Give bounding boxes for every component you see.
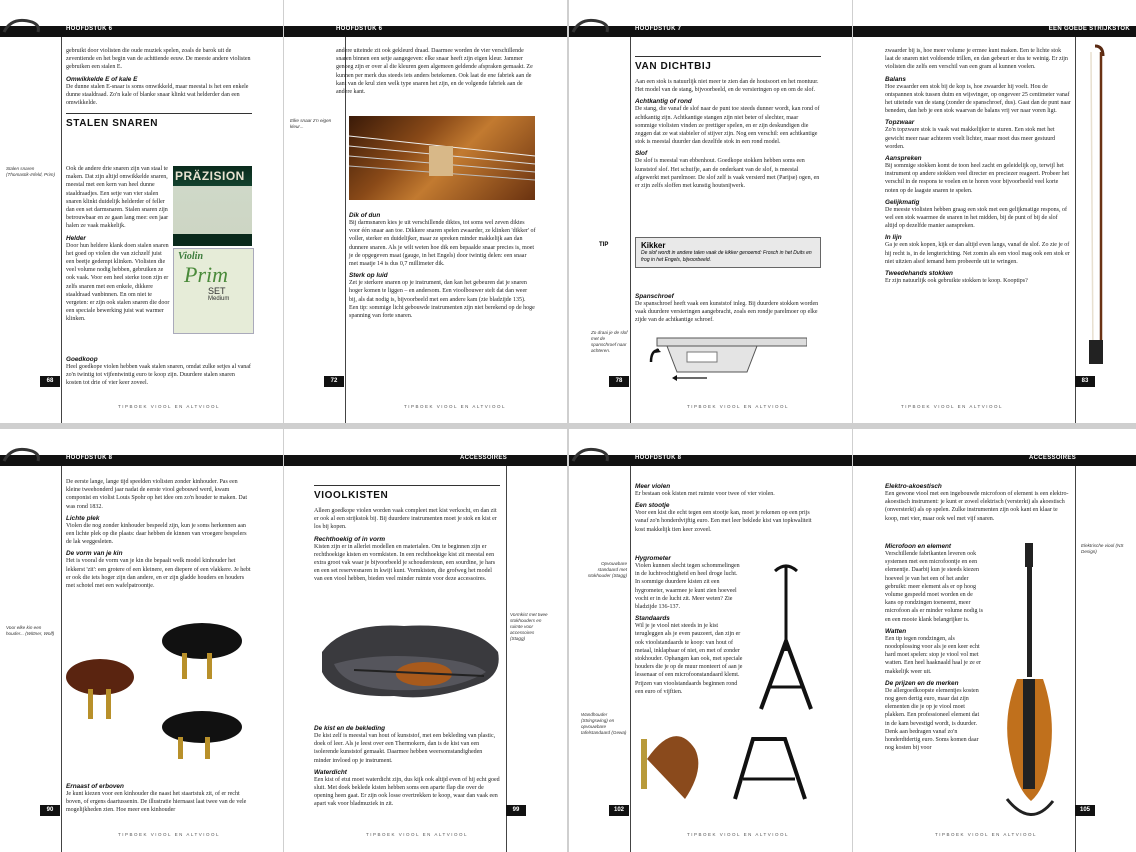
subheading: Hygrometer bbox=[635, 555, 671, 562]
page-105 bbox=[853, 429, 1136, 852]
subheading: Watten bbox=[885, 627, 907, 635]
paragraph: Violen kunnen slecht tegen schommelingen in de luchtvochtigheid en heel droge lucht. In sommige duurdere kisten zit een hygrometer, waarmee je kunt zien hoeveel vocht er in de lucht zit. Meer weten? Zie bladzijde 136-137. bbox=[635, 563, 740, 611]
paragraph: Violen die nog zonder kinhouder bespeeld zijn, kun je soms herkennen aan een lichte plek op die plaats: daar hebben de kinnen van vroegere bespelers de lak weggesleten. bbox=[66, 522, 247, 546]
header-bar bbox=[0, 455, 283, 466]
image-caption: Stalen snaren (Thomastik-Infeld, Prim) bbox=[6, 166, 56, 177]
paragraph: Je kunt kiezen voor een kinhouder die naast het staartstuk zit, of er recht boven, of ergens daartussenin. De illustratie hiernaast laat twee van de vele mogelijkheden zien. Hoe meer een kinhouder bbox=[66, 791, 247, 814]
paragraph: gebruikt door violisten die oude muziek spelen, zoals de barok uit de zeventiende en het begin van de achttiende eeuw. De meeste andere violisten gebruiken een stalen E. bbox=[66, 48, 251, 71]
subheading: Dik of dun bbox=[349, 212, 381, 219]
paragraph: zwaarder bij is, hoe meer volume je ermee kunt maken. Een te lichte stok laat de snaren niet voldoende trillen, en dan gebeurt er dus te weinig. Er zijn violisten die zelfs een verschil van een gram al kunnen voelen. bbox=[885, 48, 1068, 71]
subheading: De prijzen en de merken bbox=[885, 679, 959, 687]
page-number: 72 bbox=[324, 376, 344, 387]
running-footer: TIPBOEK VIOOL EN ALTVIOOL bbox=[935, 832, 1038, 837]
page-99 bbox=[284, 429, 567, 852]
chapter-header: EEN GOEDE STRIJKSTOK bbox=[1048, 26, 1130, 32]
chapter-header: HOOFDSTUK 7 bbox=[635, 26, 682, 32]
package-brand: Prim bbox=[184, 262, 228, 287]
paragraph: Er bestaan ook kisten met ruimte voor twee of vier violen. bbox=[635, 491, 775, 497]
page-number: 99 bbox=[506, 805, 526, 816]
folding-stand-photo bbox=[751, 561, 821, 711]
section-title: VAN DICHTBIJ bbox=[635, 56, 821, 72]
bow-frog-illustration bbox=[647, 332, 807, 382]
margin-rule bbox=[506, 466, 507, 852]
string-package-prim bbox=[173, 248, 254, 334]
subheading: De kist en de bekleding bbox=[314, 725, 386, 732]
wall-hanger-and-tabletop-stand-photo bbox=[635, 709, 821, 809]
image-caption: Vormkist met twee stokhouders en ruimte voor accessoires (Stagg) bbox=[510, 612, 548, 641]
subheading: Ernaast of erboven bbox=[66, 783, 124, 790]
image-caption: Elektrische viool (NS Design) bbox=[1081, 543, 1124, 554]
subheading: Spanschroef bbox=[635, 293, 674, 300]
violin-case-photo bbox=[314, 612, 502, 718]
image-caption: Voor elke kin een houder... (Wittner, Wolf) bbox=[6, 625, 55, 636]
subheading: Standaards bbox=[635, 615, 670, 623]
paragraph: Bij sommige stokken komt de toon heel zacht en geleidelijk op, terwijl het instrument op andere stokken veel directer en preciezer reageert. Probeer het verschil in de respons te voelen en te horen voor bijvoorbeeld veel korte noten op de laagste snaren te spelen. bbox=[885, 163, 1070, 194]
paragraph: Ook de andere drie snaren zijn van staal te maken. Dat zijn altijd omwikkelde snaren, meestal met een kern van heel dunne staaldraadjes. Een setje van vier stalen snaren klinkt duidelijk helderder of feller dan een set darmsnaren. Stalen snaren zijn betrouwbaar en ze gaan lang mee: een jaar halen ze vaak makkelijk. bbox=[66, 166, 169, 230]
package-line: Violin bbox=[178, 251, 204, 262]
subheading: Waterdicht bbox=[314, 768, 347, 776]
subheading: Balans bbox=[885, 75, 906, 83]
subheading: In lijn bbox=[885, 234, 902, 242]
header-bar bbox=[0, 26, 283, 37]
paragraph: Een tip tegen rondzingen, als noodoplossing voor als je een keer echt hard moet spelen: stop je viool vol met watten. Een heel haaknaald haal je ze er makkelijk weer uit. bbox=[885, 635, 981, 675]
paragraph: Zo'n topzware stok is vaak wat makkelijker te sturen. Een stok met het gewicht meer naar achteren voelt lichter, maar moet dus meer gestuurd worden. bbox=[885, 127, 1056, 150]
page-78 bbox=[569, 0, 852, 423]
paragraph: Heel goedkope violen hebben vaak stalen snaren, omdat zulke setjes al vanaf zo'n twintig tot vijfentwintig euro te koop zijn. Duurdere stalen snaren kosten tot drie of vier keer zoveel. bbox=[66, 364, 251, 387]
header-bar bbox=[569, 455, 852, 466]
tip-text: De slof wordt in andere talen vaak de kikker genoemd: Frosch in het Duits en frog in het Engels, bijvoorbeeld. bbox=[641, 250, 812, 263]
running-footer: TIPBOEK VIOOL EN ALTVIOOL bbox=[118, 404, 221, 409]
package-brand: PRÄZISION bbox=[175, 169, 245, 183]
margin-rule bbox=[1075, 466, 1076, 852]
subheading: Omwikkelde E of kale E bbox=[66, 75, 138, 83]
violin-scroll-icon bbox=[2, 441, 42, 465]
page-number: 105 bbox=[1075, 805, 1095, 816]
subheading: Microfoon en element bbox=[885, 543, 952, 550]
chinrest-photos bbox=[62, 619, 252, 769]
tip-label: TIP bbox=[599, 242, 609, 248]
paragraph: Een kist of etui moet waterdicht zijn, dus kijk ook altijd even of hij echt goed sluit. Met doek beklede kisten hebben soms een aparte flap die over de opening heen gaat. Er zijn ook losse overtrekken te koop, waar dan vaak een apart vak voor bladmuziek in zit. bbox=[314, 776, 500, 808]
margin-rule bbox=[61, 37, 62, 423]
page-90 bbox=[0, 429, 283, 852]
package-set: SET bbox=[208, 286, 226, 296]
string-package-prazision bbox=[173, 166, 252, 246]
subheading: Lichte plek bbox=[66, 514, 100, 522]
subheading: De vorm van je kin bbox=[66, 550, 123, 558]
running-footer: TIPBOEK VIOOL EN ALTVIOOL bbox=[687, 832, 790, 837]
margin-rule bbox=[630, 466, 631, 852]
page-number: 78 bbox=[609, 376, 629, 387]
paragraph: Door hun heldere klank doen stalen snaren het goed op violen die van zichzelf juist een beetje gedempt klinken. Violisten die veel volume nodig hebben, gebruiken ze ook vaak. Voor een heel sterke toon zijn er zelfs snaren met een enkele, dikkere staaldraad vanbinnen. En om niet te vergeten: er zijn ook stalen snaren die door een speciale bewerking juist wat warmer klinken. bbox=[66, 242, 170, 323]
paragraph: De eerste lange, lange tijd speelden violisten zonder kinhouder. Pas een kleine tweehonderd jaar nadat de eerste viool gebouwd werd, kwam componist en violist Louis Spohr op het idee om zo'n houder te maken. Dat was rond 1832. bbox=[66, 479, 248, 510]
page-number: 83 bbox=[1075, 376, 1095, 387]
chapter-header: HOOFDSTUK 8 bbox=[635, 455, 682, 461]
paragraph: Aan een stok is natuurlijk niet meer te zien dan de houtsoort en het montuur. Het model van de stang, bijvoorbeeld, en de versieringen op en om de slof. bbox=[635, 79, 819, 94]
subheading: Slof bbox=[635, 150, 648, 158]
subheading: Aanspreken bbox=[885, 155, 922, 163]
tip-title: Kikker bbox=[641, 241, 666, 250]
image-caption: Zo draai je de slof met de spanschroef naar achteren. bbox=[591, 330, 628, 353]
running-footer: TIPBOEK VIOOL EN ALTVIOOL bbox=[687, 404, 790, 409]
running-footer: TIPBOEK VIOOL EN ALTVIOOL bbox=[901, 404, 1004, 409]
paragraph: De allergoedkoopste elementjes kosten nog geen dertig euro, maar dat zijn elementen die je op je viool moet plakken. Een professioneel element dat in de kam bevestigd wordt, is duurder. Denk aan bedragen vanaf zo'n honderdtdertig euro. Soms komen daar nog kosten bij voor bbox=[885, 687, 980, 752]
chapter-header: HOOFDSTUK 6 bbox=[336, 26, 383, 32]
header-bar bbox=[853, 455, 1136, 466]
electric-violin-photo bbox=[987, 539, 1073, 829]
subheading: Een stootje bbox=[635, 502, 670, 510]
paragraph: Een gewone viool met een ingebouwde microfoon of element is een elektro-akoestisch instrument: je kunt er zowel elektrisch (versterkt) als akoestisch (onversterkt) als op spelen. Zulke instrumenten zijn ook kant en klaar te koop, met vier, maar ook wel met vijf snaren. bbox=[885, 491, 1069, 522]
image-caption: Wandhouder (Stringswing) en opvouwbare tafelstandaard (Gewa) bbox=[581, 712, 627, 735]
violin-scroll-icon bbox=[571, 441, 611, 465]
paragraph: Alleen goedkope violen worden vaak compleet met kist verkocht, en dan zit er ook al een strijkstok bij. Bij duurdere instrumenten moet je stok en kist er los bij kopen. bbox=[314, 508, 497, 531]
subheading: Gelijkmatig bbox=[885, 198, 920, 206]
subheading: Tweedehands stokken bbox=[885, 270, 953, 278]
bow-photo bbox=[1077, 40, 1117, 380]
chapter-header: ACCESSOIRES bbox=[460, 455, 507, 461]
page-68 bbox=[0, 0, 283, 423]
subheading: Topzwaar bbox=[885, 119, 915, 127]
paragraph: De meeste violisten hebben graag een stok met een gelijkmatige respons, of wel een stok waarmee de snaren in het midden, bij de punt of bij de slof altijd op dezelfde manier aanspreken. bbox=[885, 206, 1067, 230]
image-caption: Opvouwbare standaard met stokhouder (Stagg) bbox=[587, 561, 627, 578]
subheading: Meer violen bbox=[635, 483, 671, 490]
running-footer: TIPBOEK VIOOL EN ALTVIOOL bbox=[118, 832, 221, 837]
paragraph: Ga je een stok kopen, kijk er dan altijd even langs, vanaf de slof. Zo zie je of hij recht is, in de lengterichting. Net zomin als een viool mag ook een stok er niet uitzien alsof iemand hem probeerde uit te wringen. bbox=[885, 242, 1070, 265]
page-102 bbox=[569, 429, 852, 852]
running-footer: TIPBOEK VIOOL EN ALTVIOOL bbox=[366, 832, 469, 837]
violin-strings-photo bbox=[349, 116, 535, 200]
subheading: Achtkantig of rond bbox=[635, 98, 692, 106]
paragraph: Verschillende fabrikanten leveren ook systemen met een microfoontje en een elementje. Daarbij kun je steeds kiezen hoeveel je van het een of het ander gebruikt: meer element als er op hoog volume gespeeld moet worden en de kans op rondzingen toeneemt, meer microfoon als er minder volume nodig is en een mooie klank belangrijker is. bbox=[885, 551, 983, 623]
margin-rule bbox=[630, 37, 631, 423]
paragraph: Hoe zwaarder een stok bij de kop is, hoe zwaarder hij voelt. Hou de ontspannen stok tussen duim en wijsvinger, op ongeveer 25 centimeter vanaf het uiteinde van de stang (zonder de spanschroef, dus). Gaat dan de punt naar beneden, dan heb je een stok waarvan de balans vrij ver naar voren ligt. bbox=[885, 83, 1071, 115]
subheading: Helder bbox=[66, 234, 86, 242]
image-caption: Elke snaar z'n eigen kleur... bbox=[290, 118, 332, 129]
paragraph: andere uiteinde zit ook gekleurd draad. Daarmee worden de vier verschillende snaren binnen een setje aangegeven: elke snaar heeft zijn eigen kleur. Jammer genoeg zijn er over al die kleuren geen algemeen geldende afspraken gemaakt. Ze kunnen per merk dus steeds iets anders betekenen. Ook laat de ene fabriek aan de kant van de krul zien welk type snaren het zijn, en de volgende fabriek aan de andere kant. bbox=[336, 48, 533, 96]
chapter-header: HOOFDSTUK 8 bbox=[66, 455, 113, 461]
header-bar bbox=[569, 26, 852, 37]
section-title: STALEN SNAREN bbox=[66, 113, 252, 129]
paragraph: Kisten zijn er in allerlei modellen en materialen. Om te beginnen zijn er rechthoekige kisten en vormkisten. In een rechthoekige kist zit meestal een extra groot vak waar je bijvoorbeeld je schoudersteun, een sourdine, je hars en een set reservesnaren in kwijt kunt. Vormkisten, die grofweg het model van een viool hebben, bieden veel minder ruimte voor deze accessoires. bbox=[314, 543, 496, 583]
subheading: Rechthoekig of in vorm bbox=[314, 535, 386, 543]
violin-scroll-icon bbox=[2, 12, 42, 36]
paragraph: Zet je sterkere snaren op je instrument, dan kan het gebeuren dat je snaren hoger komen te liggen – en andersom. Een vioolbouwer stelt dat dan weer bij, als dat nodig is, bijvoorbeeld met een andere kam (zie bladzijde 135). Een tip: sommige licht gebouwde instrumenten zijn niet berekend op de hoge spanning van forte snaren. bbox=[349, 280, 535, 320]
paragraph: De slof is meestal van ebbenhout. Goedkope stokken hebben soms een kunststof slof. Het schuifje, aan de onderkant van de slof, is meestal afgewerkt met parelmoer. De slof zelf is vaak versierd met (Parijse) ogen, en er zijn zelfs sloffen met kunstig houtsnijwerk. bbox=[635, 158, 820, 190]
subheading: Goedkoop bbox=[66, 356, 98, 363]
paragraph: Wil je je viool niet steeds in je kist terugleggen als je even pauzeert, dan zijn er ook vioolstandaards te koop: van hout of metaal, inklapbaar of niet, en met of zonder stokhouder. Ophangen kan ook, met speciale houders die je op de muur monteert of aan je lessenaar of een microfoonstandaard klemt. Prijzen van vioolstandaards beginnen rond een euro of vijftien. bbox=[635, 623, 743, 695]
margin-rule bbox=[1075, 37, 1076, 423]
subheading: Elektro-akoestisch bbox=[885, 483, 942, 490]
violin-scroll-icon bbox=[571, 12, 611, 36]
paragraph: De dunne stalen E-snaar is soms omwikkeld, maar meestal is het een enkele dunne staaldraad. Zo'n kale of blanke snaar klinkt wat helderder dan een omwikkelde. bbox=[66, 83, 249, 107]
paragraph: De spanschroef heeft vaak een kunststof inleg. Bij duurdere stokken worden vaak duurdere versieringen aangebracht, zoals een rondje parelmoer op elke zijde van de achtkantige schroef. bbox=[635, 301, 819, 324]
page-83 bbox=[853, 0, 1136, 423]
header-bar bbox=[284, 455, 567, 466]
subheading: Sterk op luid bbox=[349, 272, 388, 280]
paragraph: Er zijn natuurlijk ook gebruikte stokken te koop. Kooptips? bbox=[885, 278, 1028, 285]
page-number: 90 bbox=[40, 805, 60, 816]
paragraph: De kist zelf is meestal van hout of kunststof, met een bekleding van plastic, doek of leer. Als je leest over een Thermokern, dan is de kist van een isolerende kunststof gemaakt. Daarmee hebben weersomstandigheden minder invloed op je instrument. bbox=[314, 733, 496, 764]
section-title: VIOOLKISTEN bbox=[314, 485, 500, 501]
paragraph: Bij darmsnaren kies je uit verschillende diktes, tot soms wel zeven diktes voor één snaar aan toe. Dikkere snaren spelen zwaarder, ze klinken 'dikker' of voller, sterker en duidelijker, maar ze spreken minder makkelijk aan dan dunnere snaren. Als je wilt weten hoe dik een bepaalde snaar precies is, moet je de opgegeven maat (gauge, in het Engels) door twintig delen: een snaar met maatje 14 is dus 0,7 millimeter dik. bbox=[349, 220, 536, 268]
tip-box bbox=[635, 237, 821, 268]
page-72 bbox=[284, 0, 567, 423]
page-number: 68 bbox=[40, 376, 60, 387]
page-number: 102 bbox=[609, 805, 629, 816]
paragraph: Het is vooral de vorm van je kin die bepaalt welk model kinhouder het lekkerst 'zit': een grotere of een kleinere, een diepere of een vlakkere. Je hebt er ook die iets hoger zijn dan andere, en er zijn gladde houders en houders met schotel met een wafelpatroontje. bbox=[66, 558, 251, 590]
paragraph: De stang, die vanaf de slof naar de punt toe steeds dunner wordt, kan rond of achtkantig zijn. Achtkantige stangen zijn niet beter of slechter, maar sommige violisten vinden ze prettiger spelen, en er zijn deskundigen die zeggen dat ze wat stabieler of stijver zijn. Nog een verschil: een achtkantige stok is meestal duurder dan dezelfde stok in een rond model. bbox=[635, 106, 820, 146]
chapter-header: ACCESSOIRES bbox=[1029, 455, 1076, 461]
package-gauge: Medium bbox=[208, 296, 230, 302]
running-footer: TIPBOEK VIOOL EN ALTVIOOL bbox=[404, 404, 507, 409]
paragraph: Voor een kist die echt tegen een stootje kan, moet je rekenen op een prijs vanaf zo'n honderdvijftig euro. Een met leer beklede kist van topkwaliteit kost makkelijk tien keer zoveel. bbox=[635, 510, 812, 533]
header-bar bbox=[284, 26, 567, 37]
strings-detail bbox=[349, 116, 535, 200]
chapter-header: HOOFDSTUK 6 bbox=[66, 26, 113, 32]
